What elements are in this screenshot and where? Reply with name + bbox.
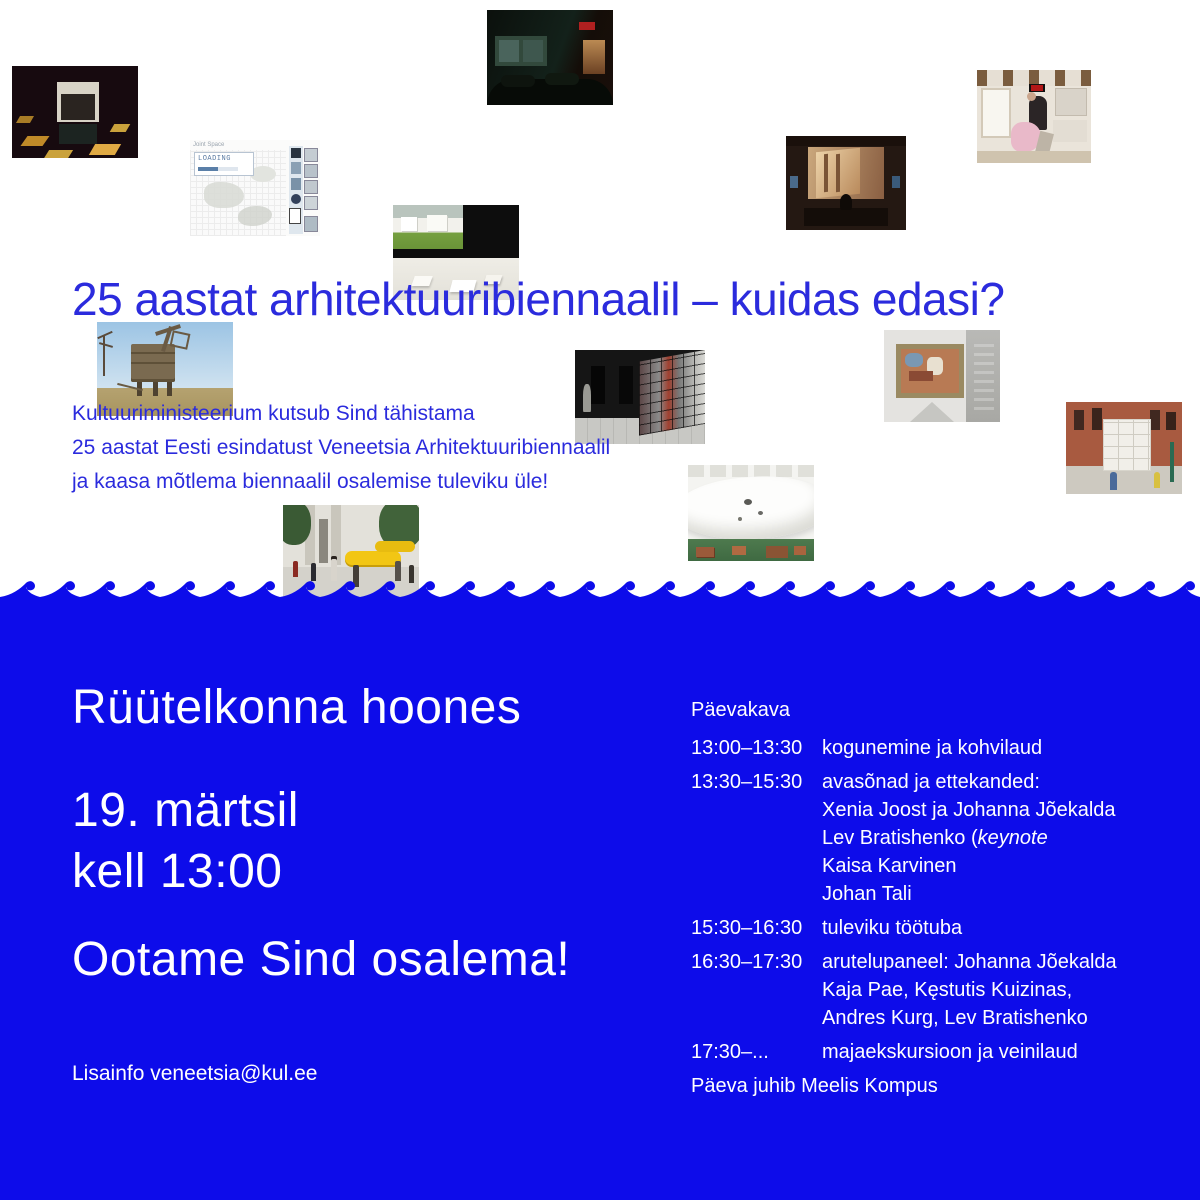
event-date xyxy=(72,780,299,902)
photo-mural-fragment xyxy=(884,330,1000,422)
date-line: 19. märtsil xyxy=(72,784,299,837)
schedule-line: Andres Kurg, Lev Bratishenko xyxy=(822,1007,1088,1029)
photo-dark-lounge-interior xyxy=(487,10,613,105)
schedule-line: tuleviku töötuba xyxy=(822,917,963,939)
schedule-time: 16:30–17:30 xyxy=(691,951,803,973)
map-loading-label: LOADING xyxy=(198,155,231,163)
photo-white-canopy-model xyxy=(688,465,814,561)
page-title: 25 aastat arhitektuuribiennaalil – kuidas edasi? xyxy=(72,273,1005,325)
photo-projection-room xyxy=(786,136,906,230)
schedule-row xyxy=(691,948,1176,1032)
schedule-row xyxy=(691,734,1176,762)
blue-info-section xyxy=(0,580,1200,1200)
schedule-heading: Päevakava xyxy=(691,699,790,721)
schedule-rows xyxy=(691,734,1176,1066)
contact-info: Lisainfo veneetsia@kul.ee xyxy=(72,1062,318,1085)
intro-paragraph xyxy=(72,397,610,499)
photo-installation-gold-floor xyxy=(12,66,138,158)
venue-name: Rüütelkonna hoones xyxy=(72,681,522,734)
wave-border xyxy=(0,580,1200,606)
schedule-time: 17:30–... xyxy=(691,1041,769,1063)
schedule xyxy=(691,696,1176,1100)
time-line: kell 13:00 xyxy=(72,845,283,898)
schedule-line: Kaja Pae, Kęstutis Kuizinas, xyxy=(822,979,1073,1001)
schedule-row xyxy=(691,768,1176,908)
intro-line-1: Kultuuriministeerium kutsub Sind tähistama xyxy=(72,402,475,425)
photo-venice-street xyxy=(1066,402,1182,494)
schedule-line: Lev Bratishenko (keynote xyxy=(822,827,1048,849)
intro-line-3: ja kaasa mõtlema biennaalil osalemise tuleviku üle! xyxy=(72,470,549,493)
schedule-line: kogunemine ja kohvilaud xyxy=(822,737,1043,759)
schedule-row xyxy=(691,914,1176,942)
cta-text: Ootame Sind osalema! xyxy=(72,933,571,986)
schedule-line: majaekskursioon ja veinilaud xyxy=(822,1041,1078,1063)
schedule-row xyxy=(691,1038,1176,1066)
schedule-time: 13:00–13:30 xyxy=(691,737,803,759)
photo-kitchen-ironing xyxy=(977,70,1091,163)
schedule-time: 15:30–16:30 xyxy=(691,917,803,939)
schedule-line: Johan Tali xyxy=(822,883,912,905)
photo-map-interface xyxy=(190,140,320,236)
map-caption: Joint Space xyxy=(193,142,225,148)
schedule-line: Kaisa Karvinen xyxy=(822,855,957,877)
schedule-line: arutelupaneel: Johanna Jõekalda xyxy=(822,951,1117,973)
schedule-line: avasõnad ja ettekanded: xyxy=(822,771,1040,793)
schedule-footer: Päeva juhib Meelis Kompus xyxy=(691,1075,938,1097)
intro-line-2: 25 aastat Eesti esindatust Veneetsia Arhitektuuribiennaalil xyxy=(72,436,611,459)
schedule-time: 13:30–15:30 xyxy=(691,771,803,793)
schedule-line: Xenia Joost ja Johanna Jõekalda xyxy=(822,799,1116,821)
